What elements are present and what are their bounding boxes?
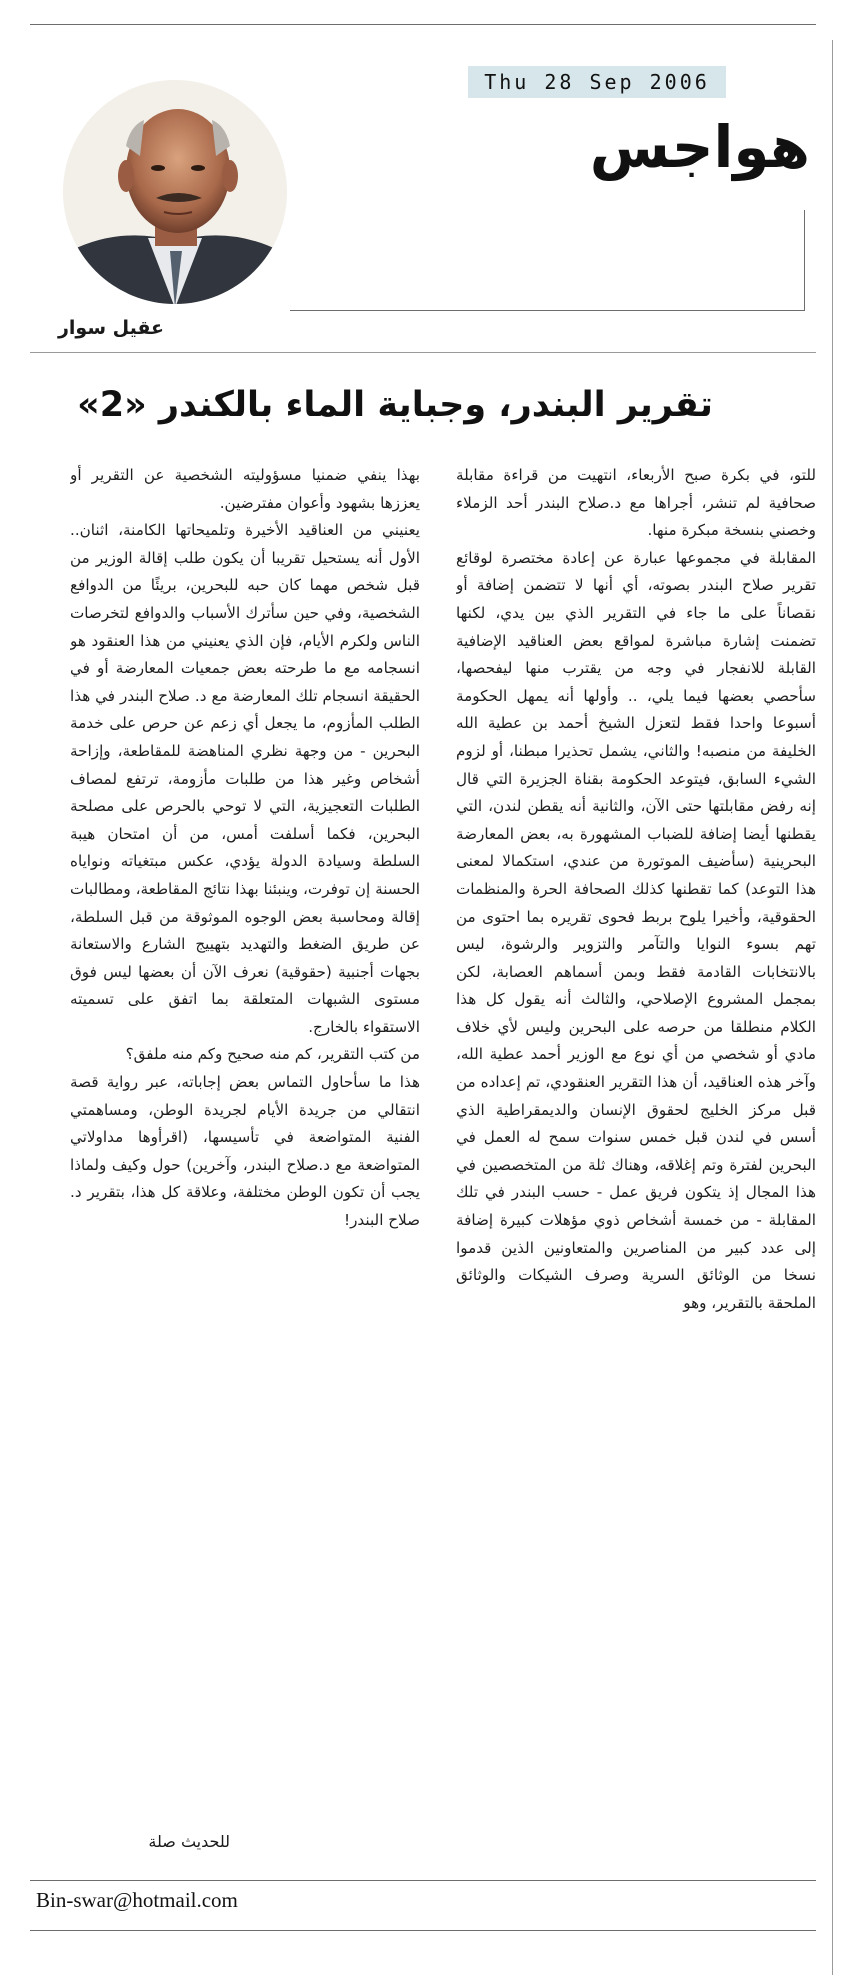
- author-photo: [60, 76, 290, 308]
- article-column-left: [70, 462, 420, 1467]
- author-name: عقيل سوار: [57, 317, 164, 339]
- top-rule: [30, 24, 816, 25]
- page-right-rule: [832, 40, 833, 1975]
- footer-rule-bottom: [30, 1930, 816, 1931]
- paragraph: بهذا ينفي ضمنيا مسؤوليته الشخصية عن التقرير أو يعززها بشهود وأعوان مفترضين.: [70, 466, 420, 512]
- header-frame-bottom: [290, 310, 805, 311]
- column-name: هواجس: [589, 113, 810, 181]
- paragraph: يعنيني من العناقيد الأخيرة وتلميحاتها الكامنة، اثنان.. الأول أنه يستحيل تقريبا أن يكون طلب إقالة الوزير من قبل شخص مهما كان حبه للبحرين، بريئًا من الدوافع الشخصية، وفي حين سأترك الأسباب والدوافع لتخرصات الناس ولكرم الأيام، فإن الذي يعنيني من هذا العنقود هو انسجامه مع ما طرحته بعض جمعيات المعارضة أو في الحقيقة انسجام تلك المعارضة مع د. صلاح البندر في هذا الطلب المأزوم، ما يجعل أي زعم عن حرص على خدمة البحرين - من وجهة نظري المناهضة للمقاطعة، وإزاحة أشخاص وغير هذا من طلبات مأزومة، ترتفع لمصاف الطلبات التعجيزية، التي لا توحي بالحرص على مصلحة البحرين، فكما أسلفت أمس، من أن امتحان هيبة السلطة وسيادة الدولة يؤدي، عكس مبتغياته ونواياه الحسنة إن توفرت، وينبئنا بهذا نتائج المقاطعة، ومطالبات إقالة ومحاسبة بعض الوجوه الموثوقة من قبل السلطة، عن طريق الضغط والتهديد بتهييج الشارع والاستعانة بجهات أجنبية (حقوقية) نعرف الآن أن بعضها ليس فوق مستوى الشبهات المتعلقة بما اتفق على تسميته الاستقواء بالخارج.: [70, 521, 420, 1036]
- footer-rule-top: [30, 1880, 816, 1881]
- author-rule: [30, 352, 816, 353]
- article-column-right: [456, 462, 816, 1867]
- paragraph: المقابلة في مجموعها عبارة عن إعادة مختصرة لوقائع تقرير صلاح البندر بصوته، أي أنها لا تتضمن إضافة أو نقصاناً على ما جاء في التقرير الذي بين يدي، لكنها تضمنت إشارة مباشرة لمواقع بعض العناقيد الإضافية القابلة للانفجار في وجه من يقترب منها ليفحصها، سأحصي بعضها فيما يلي، .. وأولها أنه يمهل الحكومة أسبوعا واحدا فقط لتعزل الشيخ أحمد بن عطية الله الخليفة من منصبه! والثاني، يشمل تحذيرا مبطنا، أو لزوم الشيء السابق، فيتوعد الحكومة بقناة الجزيرة التي قال إنه رفض مقابلتها حتى الآن، والثانية أنه يقطن لندن، التي يقطنها أيضا إضافة للضباب المشهورة به، بعض المعارضة البحرينية (سأضيف الموتورة من عندي، استكمالا لمعنى هذا التوعد) كما تقطنها كذلك الصحافة الحرة والمنظمات الحقوقية، وأخيرا يلوح بربط فحوى تقريره بما احتوى من تهم بسوء النوايا والتآمر والتزوير والرشوة، ليس بالانتخابات القادمة فقط وبمن أسماهم العصابة، لكن بمجمل المشروع الإصلاحي، والثالث أنه يقول كل هذا الكلام منطلقا من حرصه على البحرين وليس لأي خلاف مادي أو شخصي من أي نوع مع الوزير أحمد عطية الله، وآخر هذه العناقيد، أن هذا التقرير العنقودي، تم إعداده من قبل مركز الخليج لحقوق الإنسان والديمقراطية الذي أسس في لندن قبل خمس سنوات سمح له العمل في البحرين لفترة وتم إغلاقه، وهناك ثلة من المتخصصين في هذا المجال إذ يتكون فريق عمل - حسب البندر في تلك المقابلة - من خمسة أشخاص ذوي مؤهلات كبيرة إضافة إلى عدد كبير من المناصرين والمتعاونين الذين قدموا نسخا من الوثائق السرية وصرف الشيكات والوثائق الملحقة بالتقرير، وهو: [456, 548, 816, 1312]
- article-headline: تقرير البندر، وجباية الماء بالكندر «2»: [77, 385, 713, 425]
- paragraph: للتو، في بكرة صبح الأربعاء، انتهيت من قراءة مقابلة صحافية لم تنشر، أجراها مع د.صلاح البندر أحد الزملاء وخصني بنسخة مبكرة منها.: [456, 466, 816, 540]
- paragraph: من كتب التقرير، كم منه صحيح وكم منه ملفق؟: [125, 1045, 420, 1064]
- header-frame-vertical: [804, 210, 805, 310]
- publication-date: Thu 28 Sep 2006: [468, 66, 726, 98]
- author-email[interactable]: Bin-swar@hotmail.com: [36, 1888, 238, 1912]
- to-be-continued: للحديث صلة: [148, 1832, 230, 1851]
- paragraph: هذا ما سأحاول التماس بعض إجاباته، عبر رواية قصة انتقالي من جريدة الأيام لجريدة الوطن، ومساهمتي الفنية المتواضعة في تأسيسها، (اقرأوها مداولاتي المتواضعة مع د.صلاح البندر، وآخرين) حول وكيف ولماذا يجب أن تكون الوطن مختلفة، وعلاقة كل هذا، بتقرير د. صلاح البندر!: [70, 1073, 420, 1230]
